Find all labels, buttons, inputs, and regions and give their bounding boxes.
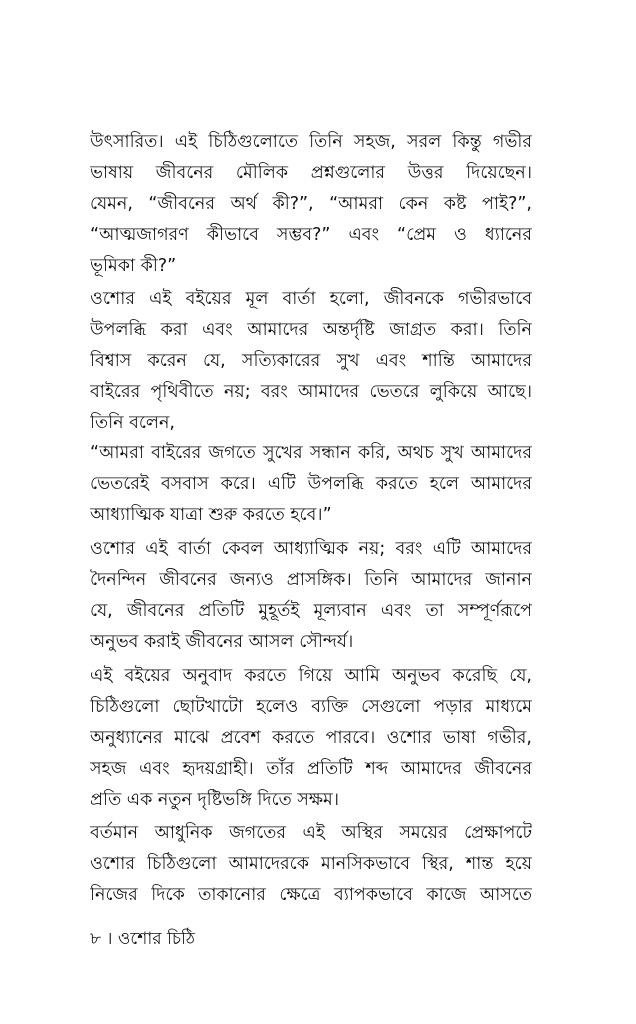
page-footer: ৮ । ওশোর চিঠি: [90, 929, 195, 949]
paragraph-line: ভাষায় জীবনের মৌলিক প্রশ্নগুলোর উত্তর দিয়েছেন।: [90, 163, 532, 183]
paragraph-line: ওশোর এই বার্তা কেবল আধ্যাত্মিক নয়; বরং এটি আমাদের: [90, 539, 532, 559]
paragraph-line: ভেতরেই বসবাস করে। এটি উপলব্ধি করতে হলে আমাদের: [90, 474, 532, 494]
paragraph-line: “আমরা বাইরের জগতে সুখের সন্ধান করি, অথচ সুখ আমাদের: [90, 443, 532, 463]
paragraph-line: নিজের দিকে তাকানোর ক্ষেত্রে ব্যাপকভাবে কাজে আসতে: [90, 885, 532, 905]
paragraph-line: সহজ এবং হৃদয়গ্রাহী। তাঁর প্রতিটি শব্দ আমাদের জীবনের: [90, 759, 532, 779]
paragraph-line: যে, জীবনের প্রতিটি মুহূর্তই মূল্যবান এবং তা সম্পূর্ণরূপে: [90, 601, 532, 621]
paragraph-line: ওশোর চিঠিগুলো আমাদেরকে মানসিকভাবে স্থির, শান্ত হয়ে: [90, 854, 532, 874]
paragraph-line: অনুধ্যানের মাঝে প্রবেশ করতে পারবে। ওশোর ভাষা গভীর,: [90, 728, 532, 748]
paragraph-line: প্রতি এক নতুন দৃষ্টিভঙ্গি দিতে সক্ষম।: [90, 790, 340, 810]
paragraph-line: ওশোর এই বইয়ের মূল বার্তা হলো, জীবনকে গভীরভাবে: [90, 289, 532, 309]
paragraph-line: “আত্মজাগরণ কীভাবে সম্ভব?” এবং “প্রেম ও ধ্যানের: [90, 225, 532, 245]
paragraph-line: বিশ্বাস করেন যে, সত্যিকারের সুখ এবং শান্তি আমাদের: [90, 351, 532, 371]
paragraph-line: আধ্যাত্মিক যাত্রা শুরু করতে হবে।”: [90, 505, 332, 525]
paragraph-line: উৎসারিত। এই চিঠিগুলোতে তিনি সহজ, সরল কিন্তু গভীর: [90, 132, 532, 152]
paragraph-line: দৈনন্দিন জীবনের জন্যও প্রাসঙ্গিক। তিনি আমাদের জানান: [90, 570, 532, 590]
paragraph-line: উপলব্ধি করা এবং আমাদের অন্তর্দৃষ্টি জাগ্রত করা। তিনি: [90, 320, 532, 340]
paragraph-line: বাইরের পৃথিবীতে নয়; বরং আমাদের ভেতরে লুকিয়ে আছে।: [90, 382, 532, 402]
paragraph-line: বর্তমান আধুনিক জগতের এই অস্থির সময়ের প্রেক্ষাপটে: [90, 823, 532, 843]
paragraph-line: যেমন, “জীবনের অর্থ কী?”, “আমরা কেন কষ্ট পাই?”,: [90, 194, 532, 214]
paragraph-line: এই বইয়ের অনুবাদ করতে গিয়ে আমি অনুভব করেছি যে,: [90, 666, 532, 686]
paragraph-line: ভূমিকা কী?”: [90, 256, 177, 276]
paragraph-line: চিঠিগুলো ছোটখাটো হলেও ব্যক্তি সেগুলো পড়ার মাধ্যমে: [90, 697, 532, 717]
paragraph-line: তিনি বলেন,: [90, 413, 175, 433]
paragraph-line: অনুভব করাই জীবনের আসল সৌন্দর্য।: [90, 632, 354, 652]
